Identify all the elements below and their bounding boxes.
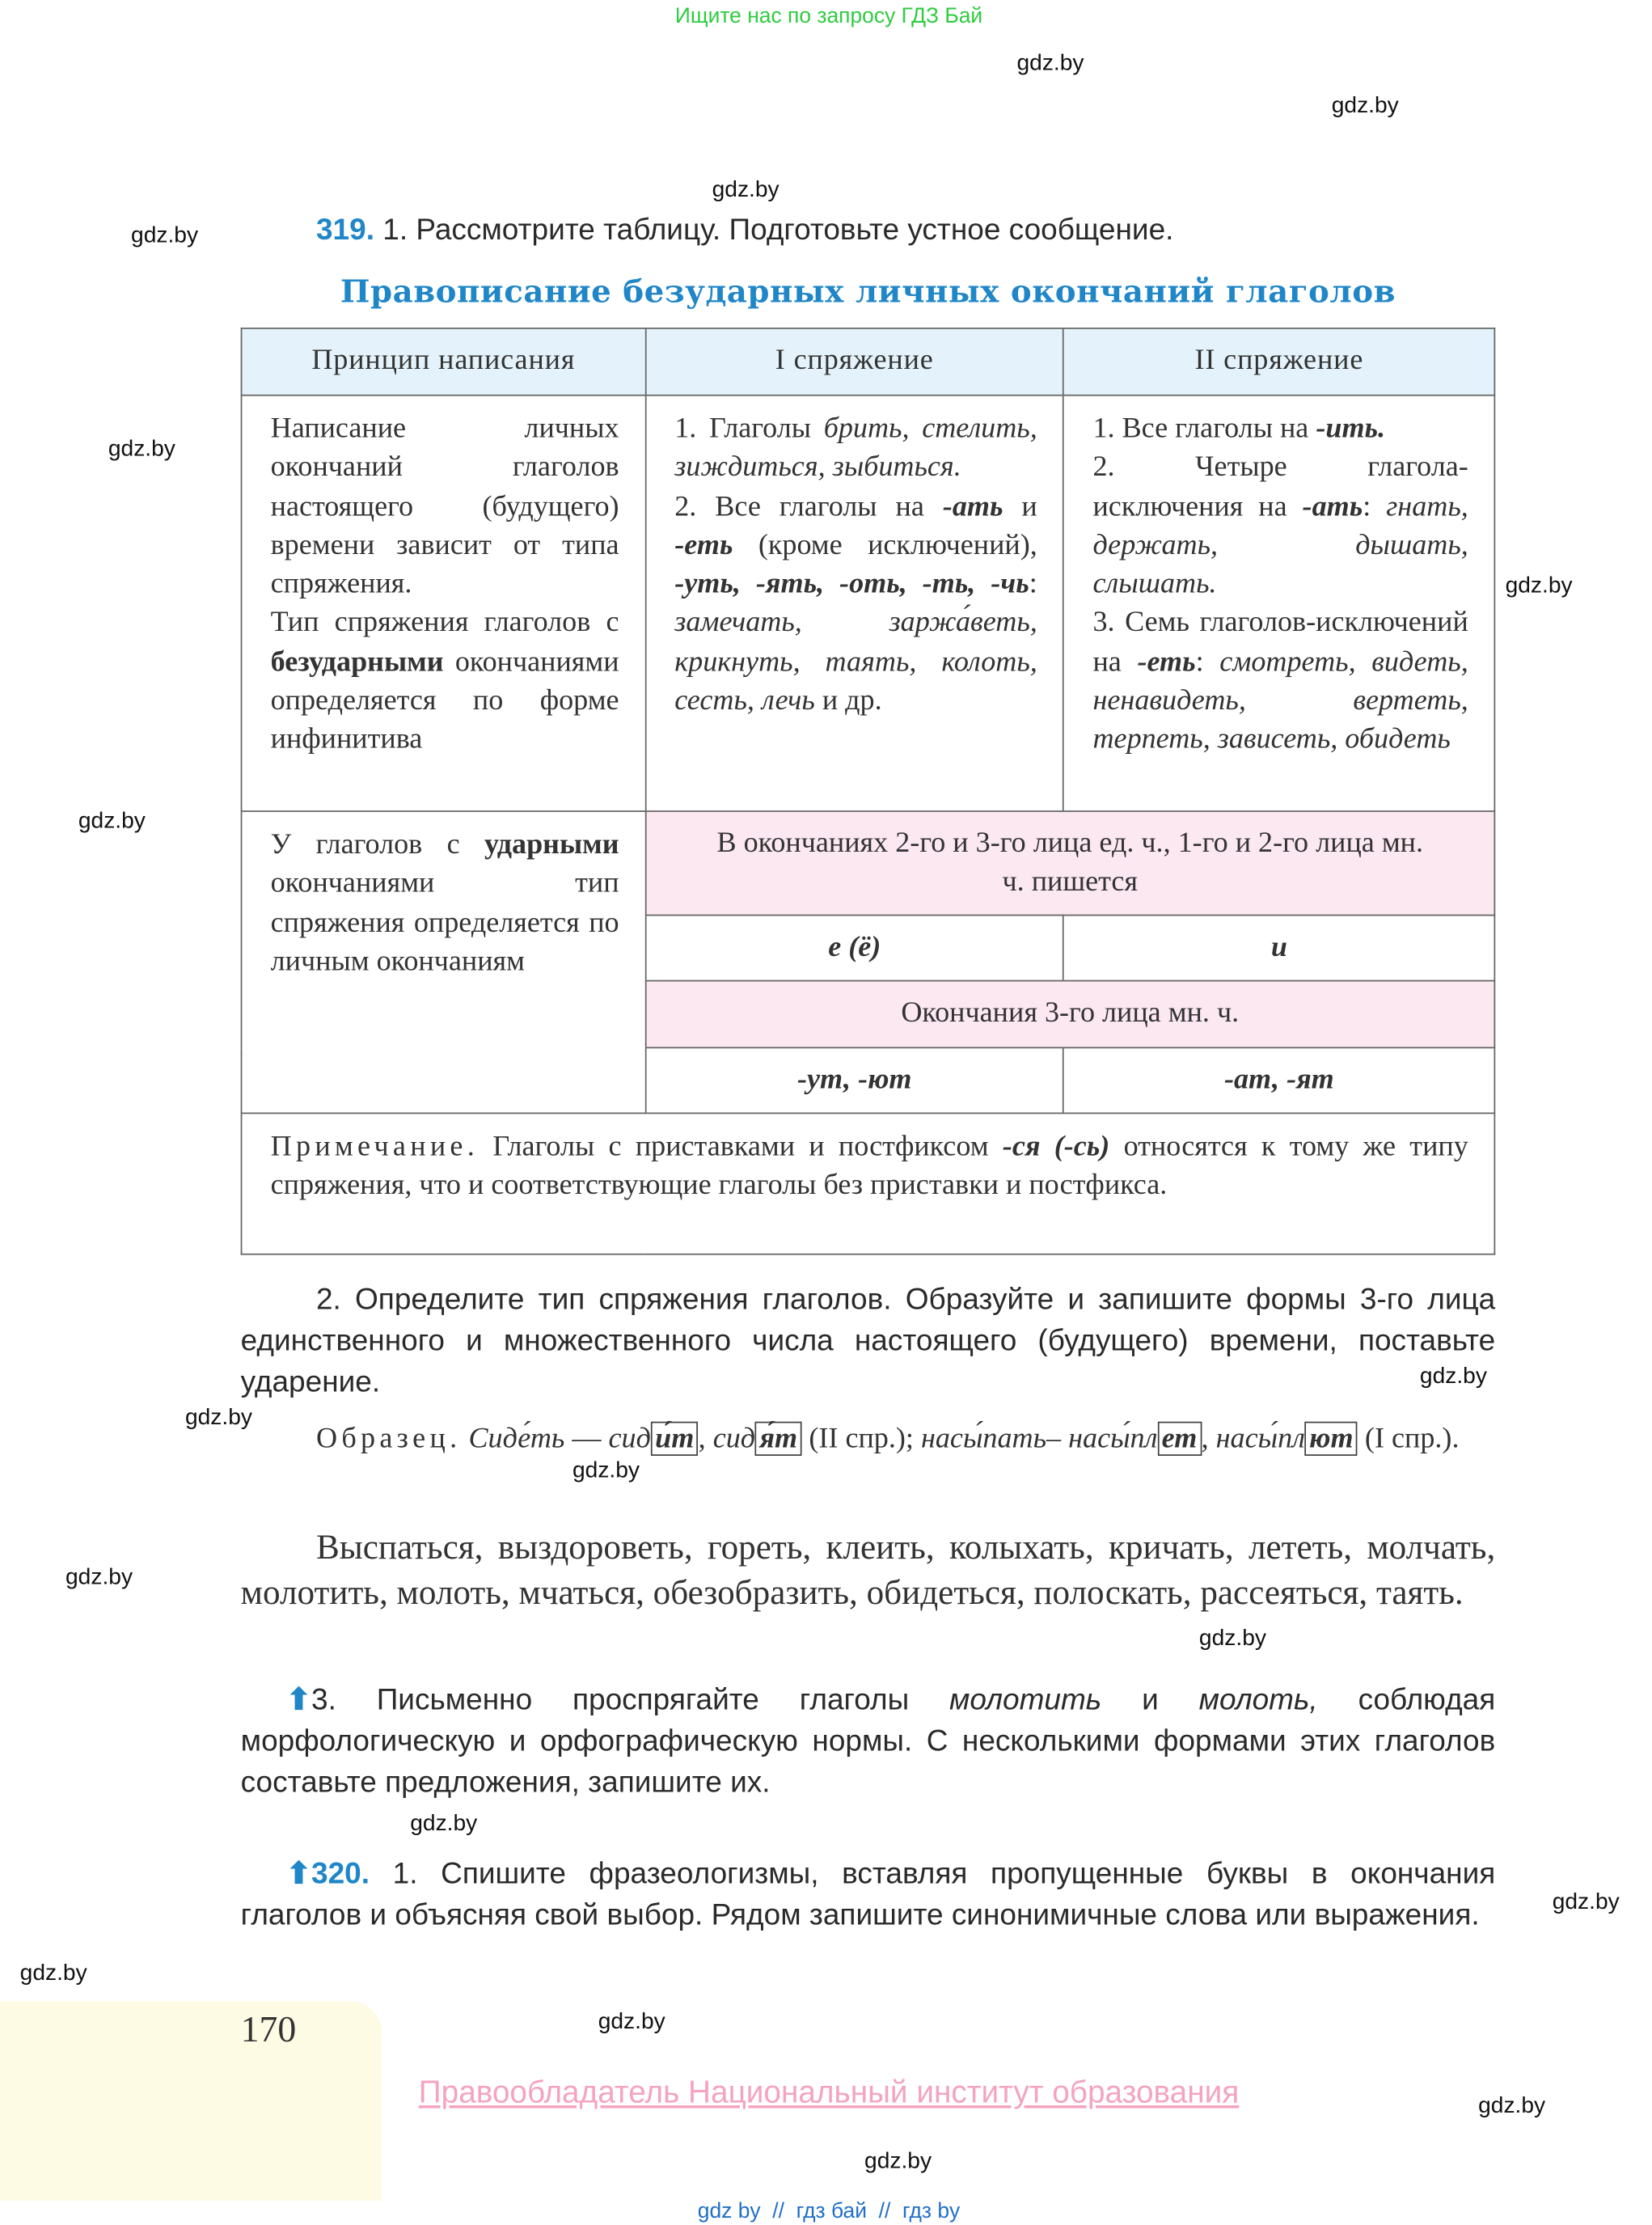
watermark: gdz.by [410,1812,478,1837]
conj-1-rules: 1. Глаголы брить, стелить, зиждиться, зыбиться. 2. Все глаголы на -ать и -еть (кроме исключений), -уть, -ять, -оть, -ть, -чь: замечать, заржа́веть, крикнуть, таять, колоть, сесть, лечь и др. [674,412,1037,717]
watermark: gdz.by [1016,51,1084,76]
table-title: Правописание безударных личных окончаний глаголов [340,273,1396,311]
ending-at-yat: -ат, -ят [1063,1047,1494,1113]
watermark: gdz.by [78,809,146,834]
exercise-text: 1. Рассмотрите таблицу. Подготовьте устное сообщение. [382,214,1174,247]
header-principle: Принцип написания [242,328,646,396]
arrow-up-icon: ⬆ [286,1857,312,1891]
ending-e: е (ё) [645,916,1063,981]
footer-links[interactable]: gdz by // гдз бай // гдз by [697,2199,961,2224]
conj-2-rules: 1. Все глаголы на -ить. 2. Четыре глагола-исключения на -ать: гнать, держать, дышать, слышать. 3. Семь глаголов-исключений на -еть: смотреть, видеть, ненавидеть, вертеть, терпеть, зависеть, обидеть [1092,412,1468,756]
arrow-up-icon: ⬆ [286,1683,312,1717]
ending-i: и [1063,916,1494,981]
table-note: Примечание. Глаголы с приставками и постфиксом -ся (-сь) относятся к тому же типу спряжения, что и соответствующие глаголы без приставки и постфикса. [270,1131,1468,1202]
watermark: gdz.by [1419,1364,1487,1390]
watermark: gdz.by [712,178,780,203]
exercise-319 [316,209,1173,251]
watermark: gdz.by [1505,573,1573,599]
endings-note-plural: Окончания 3-го лица мн. ч. [645,981,1494,1048]
header-conj-1: I спряжение [645,328,1063,396]
watermark: gdz.by [864,2149,932,2174]
watermark: gdz.by [1478,2093,1546,2118]
watermark: gdz.by [65,1565,133,1590]
watermark: gdz.by [1552,1890,1620,1915]
watermark: gdz.by [108,437,175,462]
search-banner[interactable]: Ищите нас по запросу ГДЗ Бай [674,4,983,29]
endings-note-singular: В окончаниях 2-го и 3-го лица ед. ч., 1-го и 2-го лица мн. ч. пишется [645,811,1494,916]
ending-ut-yut: -ут, -ют [645,1047,1063,1113]
task-3: ⬆3. Письменно проспрягайте глаголы молотить и молоть, соблюдая морфологическую и орфографическую нормы. С несколькими формами этих глаголов составьте предложения, запишите их. [240,1683,1496,1800]
verb-list: Выспаться, выздороветь, гореть, клеить, колыхать, кричать, лететь, молчать, молотить, молоть, мчаться, обезобразить, обидеться, полоскать, рассеяться, таять. [240,1528,1496,1613]
exercise-320: ⬆320. 1. Спишите фразеологизмы, вставляя пропущенные буквы в окончания глаголов и объясняя свой выбор. Рядом запишите синонимичные слова или выражения. [240,1857,1496,1932]
sample: Образец. Сиде́ть — сид и́т , сид я́т (II спр.); насы́пать– насы́пл ет , насы́пл ют (I спр.). [315,1423,1460,1455]
header-conj-2: II спряжение [1063,328,1494,396]
page-number: 170 [240,2008,297,2050]
task-2: 2. Определите тип спряжения глаголов. Образуйте и запишите формы 3-го лица единственного и множественного числа настоящего (будущего) времени, поставьте ударение. [240,1283,1496,1399]
watermark: gdz.by [19,1961,87,1986]
principle-stressed: У глаголов с ударными окончаниями тип спряжения определяется по личным окончаниям [270,829,619,977]
watermark: gdz.by [131,223,199,248]
copyright-link[interactable]: Правообладатель Национальный институт образования [418,2074,1240,2110]
conjugation-table [241,328,1496,1255]
exercise-number: 319. [315,214,374,247]
watermark: gdz.by [598,2010,665,2034]
principle-unstressed: Написание личных окончаний глаголов настоящего (будущего) времени зависит от типа спряжения. Тип спряжения глаголов с безударными окончаниями определяется по форме инфинитива [270,412,619,756]
watermark: gdz.by [572,1458,640,1483]
watermark: gdz.by [1198,1626,1266,1652]
watermark: gdz.by [184,1406,252,1431]
watermark: gdz.by [1331,94,1399,119]
